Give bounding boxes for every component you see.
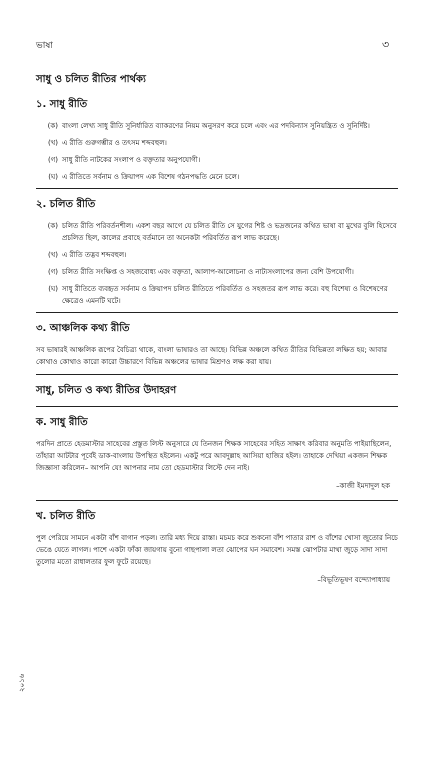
author-credit: –কাজী ইমদাদুল হক [336, 482, 390, 490]
divider [36, 374, 398, 375]
heading-examples: সাধু, চলিত ও কথ্য রীতির উদাহরণ [36, 385, 177, 396]
item-mark: (ক) [47, 122, 58, 130]
section-title: সাধু ও চলিত রীতির পার্থক্য [36, 74, 146, 85]
list-item [36, 283, 398, 307]
main-content [36, 72, 398, 594]
item-text: চলিত রীতি সংক্ষিপ্ত ও সহজবোধ্য এবং বক্তৃতা, আলাপ-আলোচনা ও নাট্যসংলাপের জন্য বেশি উপযোগী। [62, 268, 354, 276]
divider [36, 406, 398, 407]
item-text: বাংলা লেখ্য সাধু রীতি সুনির্ধারিত ব্যাকরণের নিয়ম অনুসরণ করে চলে এবং এর পদবিন্যাস সুনিয়ন্ত্রিত ও সুনির্দিষ্ট। [62, 122, 370, 130]
example-paragraph: পরদিন প্রাতে হেডমাস্টার সাহেবের প্রস্তুত লিস্ট অনুসারে যে তিনজন শিক্ষক সাহেবের সহিত সাক্ষাৎ করিবার অনুমতি পাইয়াছিলেন, তাঁহারা আটটার পূর্বেই ডাক-বাংলায় উপস্থিত হইলেন। একটু পরে আবদুল্লাহ আসিয়া হাজির হইল। তাহাকে দেখিয়া একজন শিক্ষক জিজ্ঞাসা করিলেন– আপনি যে! আপনার নাম তো হেডমাস্টার লিস্টে দেন নাই। [36, 440, 392, 472]
list-item [36, 171, 398, 183]
list-item [36, 137, 398, 149]
item-mark: (ঘ) [48, 173, 58, 181]
item-text: চলিত রীতি পরিবর্তনশীল। একশ বছর আগে যে চলিত রীতি সে যুগের শিষ্ট ও ভদ্রজনের কথিত ভাষা বা মুখের বুলি হিসেবে প্রচলিত ছিল, কালের প্রবাহে বর্তমানে তা অনেকটা পরিবর্তিত রূপ লাভ করেছে। [62, 222, 397, 242]
heading-example-sadhu: ক. সাধু রীতি [36, 417, 88, 428]
example-paragraph: পুল পেরিয়ে সামনে একটা বাঁশ বাগান পড়ল। তারি মধ্য দিয়ে রাস্তা। মচমচ করে শুকনো বাঁশ পাতার রাশ ও বাঁশের খোসা জুতোর নিচে ভেঙে যেতে লাগল। পাশে একটা ফাঁকা জায়গায় বুনো গাছপালা লতা ঝোপের ঘন সমাবেশ। সমস্ত ঝোপটার মাথা জুড়ে সাদা সাদা তুলোর মতো রাধালতার ফুল ফুটে রয়েছে। [36, 534, 398, 566]
heading-example-cholito: খ. চলিত রীতি [36, 511, 96, 522]
item-mark: (ঘ) [48, 285, 58, 293]
item-text: সাধু রীতি নাটকের সংলাপ ও বক্তৃতার অনুপযোগী। [62, 156, 201, 164]
item-mark: (খ) [47, 251, 58, 259]
list-item [36, 266, 398, 278]
item-mark: (গ) [47, 268, 58, 276]
list-item [36, 220, 398, 244]
item-text: এ রীতিতে সর্বনাম ও ক্রিয়াপদ এক বিশেষ গঠনপদ্ধতি মেনে চলে। [62, 173, 240, 181]
list-item [36, 120, 398, 132]
page-number: ৩ [382, 38, 390, 51]
heading-cholito: ২. চলিত রীতি [36, 199, 96, 210]
running-header: ভাষা [36, 41, 53, 51]
list-item [36, 154, 398, 166]
paragraph: সব ভাষারই আঞ্চলিক রূপের বৈচিত্র্য থাকে, বাংলা ভাষারও তা আছে। বিভিন্ন অঞ্চলে কথিত রীতির বিভিন্নতা লক্ষিত হয়; আবার কোথাও কোথাও কারো কারো উচ্চারণে বিভিন্ন অঞ্চলের ভাষার মিশ্রণও লক্ষ করা যায়। [36, 346, 387, 366]
item-text: এ রীতি তদ্ভব শব্দবহুল। [62, 251, 127, 259]
divider [36, 312, 398, 313]
item-text: সাধু রীতিতে ব্যবহৃত সর্বনাম ও ক্রিয়াপদ চলিত রীতিতে পরিবর্তিত ও সহজতর রূপ লাভ করে। বহু বিশেষ্য ও বিশেষণের ক্ষেত্রেও এমনটি ঘটে। [62, 285, 388, 305]
item-mark: (ক) [47, 222, 58, 230]
item-text: এ রীতি গুরুগম্ভীর ও তৎসম শব্দবহুল। [62, 139, 167, 147]
author-credit: –বিভূতিভূষণ বন্দ্যোপাধ্যায় [317, 576, 390, 584]
item-mark: (খ) [47, 139, 58, 147]
list-item [36, 249, 398, 261]
divider [36, 500, 398, 501]
heading-sadhu: ১. সাধু রীতি [36, 99, 88, 110]
divider [36, 188, 398, 189]
item-mark: (গ) [47, 156, 58, 164]
heading-anchalik: ৩. আঞ্চলিক কথ্য রীতি [36, 323, 130, 334]
side-year-label: ২০১৬ [18, 673, 26, 692]
